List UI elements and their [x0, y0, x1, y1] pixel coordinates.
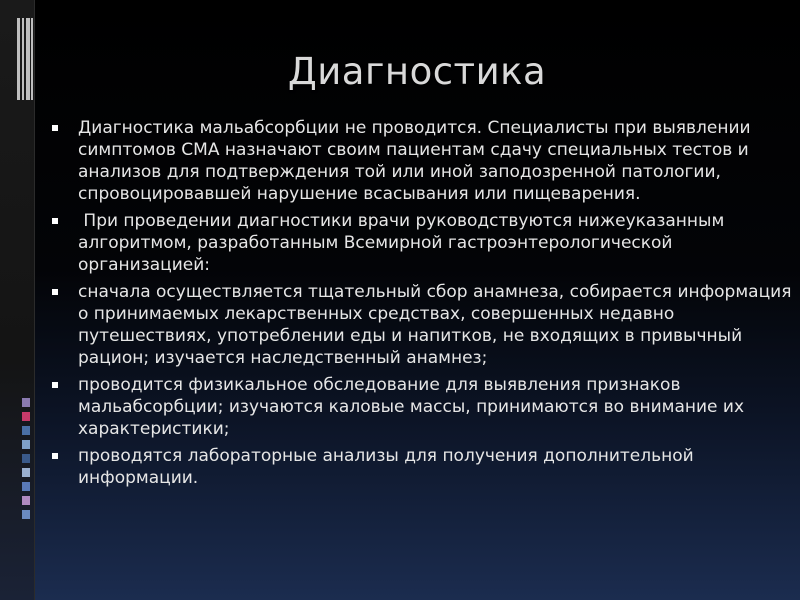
color-tab [22, 468, 30, 477]
stripe [22, 18, 24, 100]
bullet-text: сначала осуществляется тщательный сбор анамнеза, собирается информация о принимаемых лекарственных средствах, совершенных недавно путешествиях, употреблении еды и напитков, не входящих в привычный рацион; изучается наследственный анамнез; [78, 282, 792, 368]
stripe [31, 18, 33, 100]
square-bullet-icon [52, 453, 58, 459]
bullet-item [52, 281, 792, 369]
square-bullet-icon [52, 289, 58, 295]
color-tab [22, 496, 30, 505]
bullet-list [52, 117, 792, 494]
decorative-side-panel [0, 0, 35, 600]
square-bullet-icon [52, 125, 58, 131]
decorative-stripes [0, 18, 34, 100]
stripe [26, 18, 30, 100]
color-tab [22, 412, 30, 421]
color-tab [22, 454, 30, 463]
bullet-item [52, 117, 792, 205]
decorative-color-tabs [22, 398, 30, 524]
bullet-item [52, 445, 792, 489]
slide-title: Диагностика [287, 50, 547, 93]
color-tab [22, 440, 30, 449]
bullet-text: При проведении диагностики врачи руководствуются нижеуказанным алгоритмом, разработанным Всемирной гастроэнтерологической организацией: [78, 211, 730, 275]
square-bullet-icon [52, 382, 58, 388]
color-tab [22, 426, 30, 435]
stripe [17, 18, 20, 100]
color-tab [22, 482, 30, 491]
bullet-text: проводится физикальное обследование для выявления признаков мальабсорбции; изучаются каловые массы, принимаются во внимание их характеристики; [78, 375, 745, 439]
bullet-item [52, 374, 792, 440]
color-tab [22, 510, 30, 519]
square-bullet-icon [52, 218, 58, 224]
color-tab [22, 398, 30, 407]
bullet-text: Диагностика мальабсорбции не проводится. Специалисты при выявлении симптомов СМА назначают своим пациентам сдачу специальных тестов и анализов для подтверждения той или иной заподозренной патологии, спровоцировавшей нарушение всасывания или пищеварения. [78, 118, 751, 204]
bullet-item [52, 210, 792, 276]
bullet-text: проводятся лабораторные анализы для получения дополнительной информации. [78, 446, 694, 488]
